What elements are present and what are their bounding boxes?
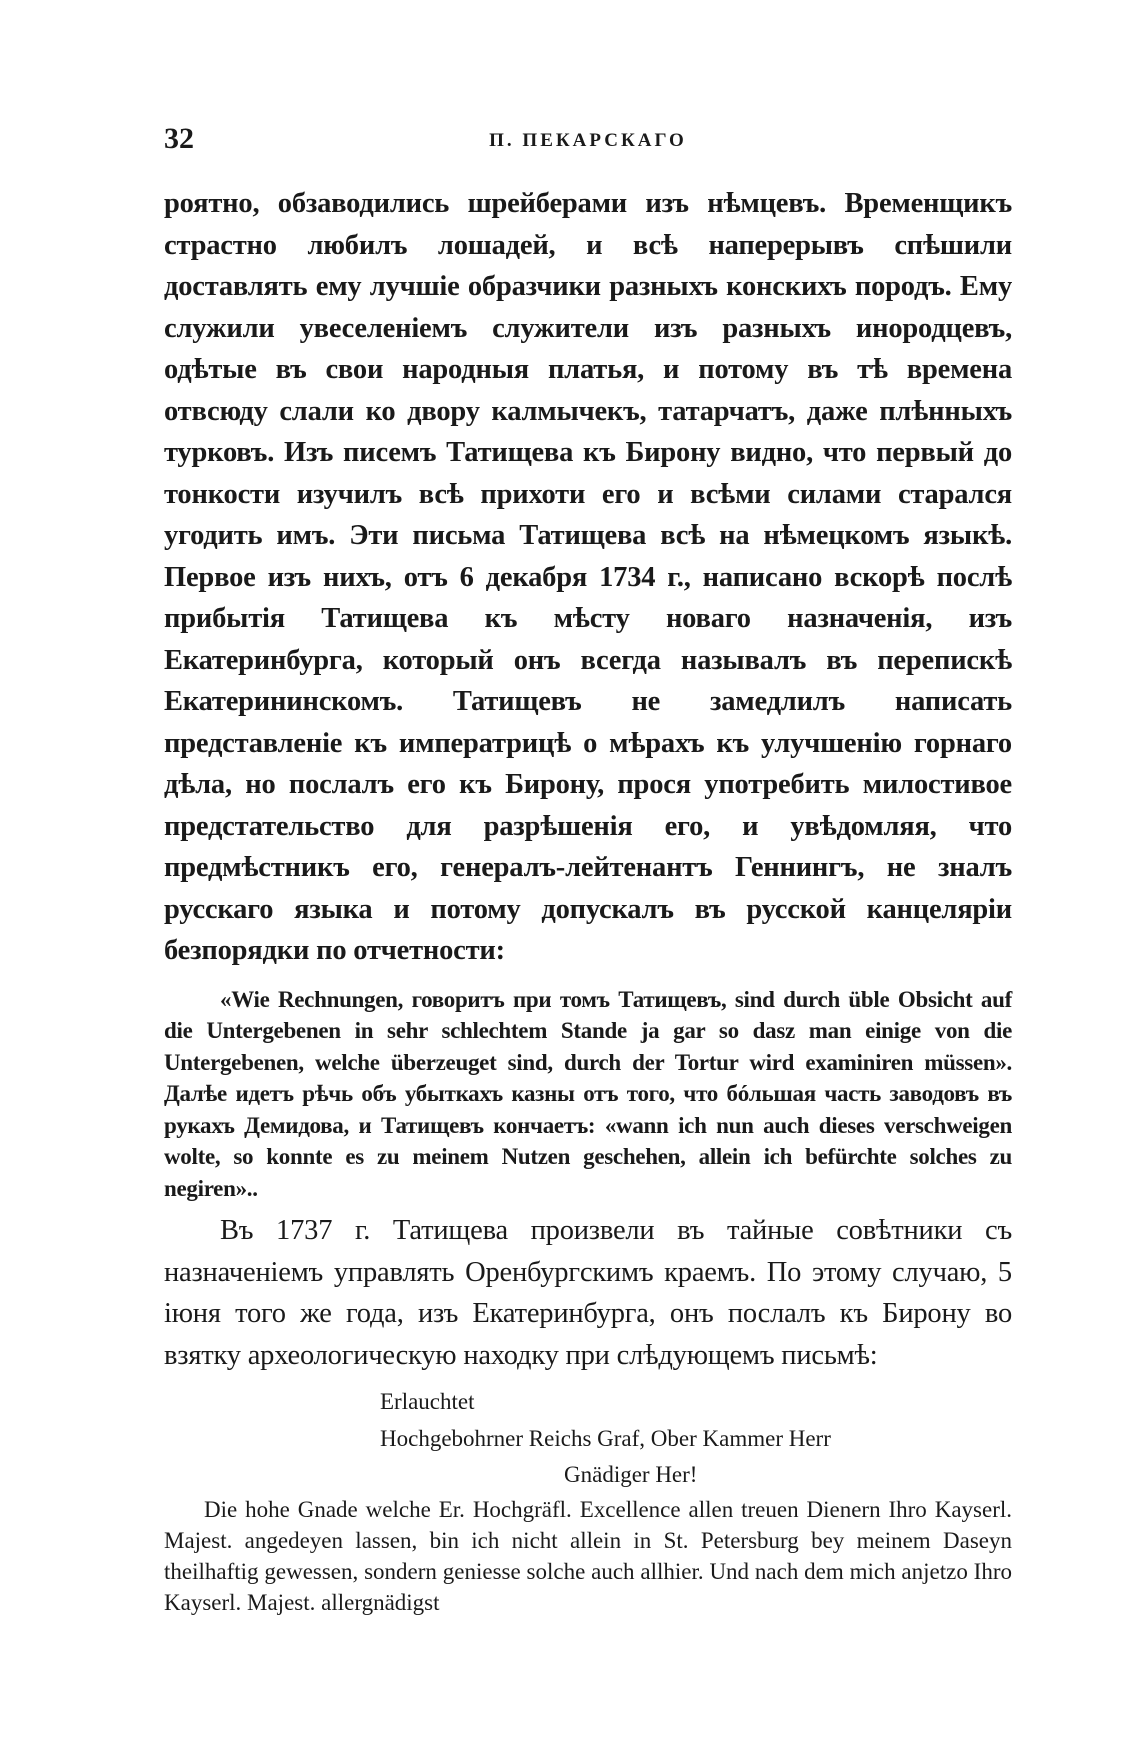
- letter: [164, 1384, 1012, 1618]
- letter-salutation-line-3: Gnädiger Her!: [564, 1462, 698, 1487]
- running-head: П. ПЕКАРСКАГО: [489, 130, 687, 151]
- quoted-passage: «Wie Rechnungen, говоритъ при томъ Татищевъ, sind durch üble Obsicht auf die Untergebenen in sehr schlechtem Stande ja gar so dasz man einige von die Untergebenen, welche überzeuget sind, durch der Tortur wird examiniren müssen». Далѣе идетъ рѣчь объ убыткахъ казны отъ того, что бóльшая часть заводовъ въ рукахъ Демидова, и Татищевъ кончаетъ: «wann ich nun auch dieses verschweigen wolte, so konnte es zu meinem Nutzen geschehen, allein ich befürchte solches zu negiren»..: [164, 986, 1012, 1201]
- letter-body: Die hohe Gnade welche Er. Hochgräfl. Excellence allen treuen Dienern Ihro Kayserl. Majest. angedeyen lassen, bin ich nicht allein in St. Petersburg bey meinem Daseyn theilhaftig gewessen, sondern geniesse solche auch allhier. Und nach dem mich anjetzo Ihro Kayserl. Majest. allergnädigst: [164, 1496, 1012, 1615]
- page-header: [164, 122, 1012, 166]
- letter-salutation-line-1: Erlauchtet: [380, 1389, 475, 1414]
- letter-salutation-line-2: Hochgebohrner Reichs Graf, Ober Kammer Herr: [380, 1425, 831, 1451]
- paragraph-1: роятно, обзаводились шрейберами изъ нѣмцевъ. Временщикъ страстно любилъ лошадей, и всѣ наперерывъ спѣшили доставлять ему лучшіе образчики разныхъ конскихъ породъ. Ему служили увеселеніемъ служители изъ разныхъ инородцевъ, одѣтые въ свои народныя платья, и потому въ тѣ времена отвсюду слали ко двору калмычекъ, татарчатъ, даже плѣнныхъ турковъ. Изъ писемъ Татищева къ Бирону видно, что первый до тонкости изучилъ всѣ прихоти его и всѣми силами старался угодить имъ. Эти письма Татищева всѣ на нѣмецкомъ языкѣ. Первое изъ нихъ, отъ 6 декабря 1734 г., написано вскорѣ послѣ прибытія Татищева къ мѣсту новаго назначенія, изъ Екатеринбурга, который онъ всегда называлъ въ перепискѣ Екатерининскомъ. Татищевъ не замедлилъ написать представленіе къ императрицѣ о мѣрахъ къ улучшенію горнаго дѣла, но послалъ его къ Бирону, прося употребить милостивое предстательство для разрѣшенія его, и увѣдомляя, что предмѣстникъ его, генералъ-лейтенантъ Геннингъ, не зналъ русскаго языка и потому допускалъ въ русской канцеляріи безпорядки по отчетности:: [164, 188, 1012, 966]
- page-number: 32: [164, 122, 194, 155]
- body-text: [164, 183, 1012, 1618]
- paragraph-2: Въ 1737 г. Татищева произвели въ тайные совѣтники съ назначеніемъ управлять Оренбургскимъ краемъ. По этому случаю, 5 іюня того же года, изъ Екатеринбурга, онъ послалъ къ Бирону во взятку археологическую находку при слѣдующемъ письмѣ:: [164, 1215, 1012, 1371]
